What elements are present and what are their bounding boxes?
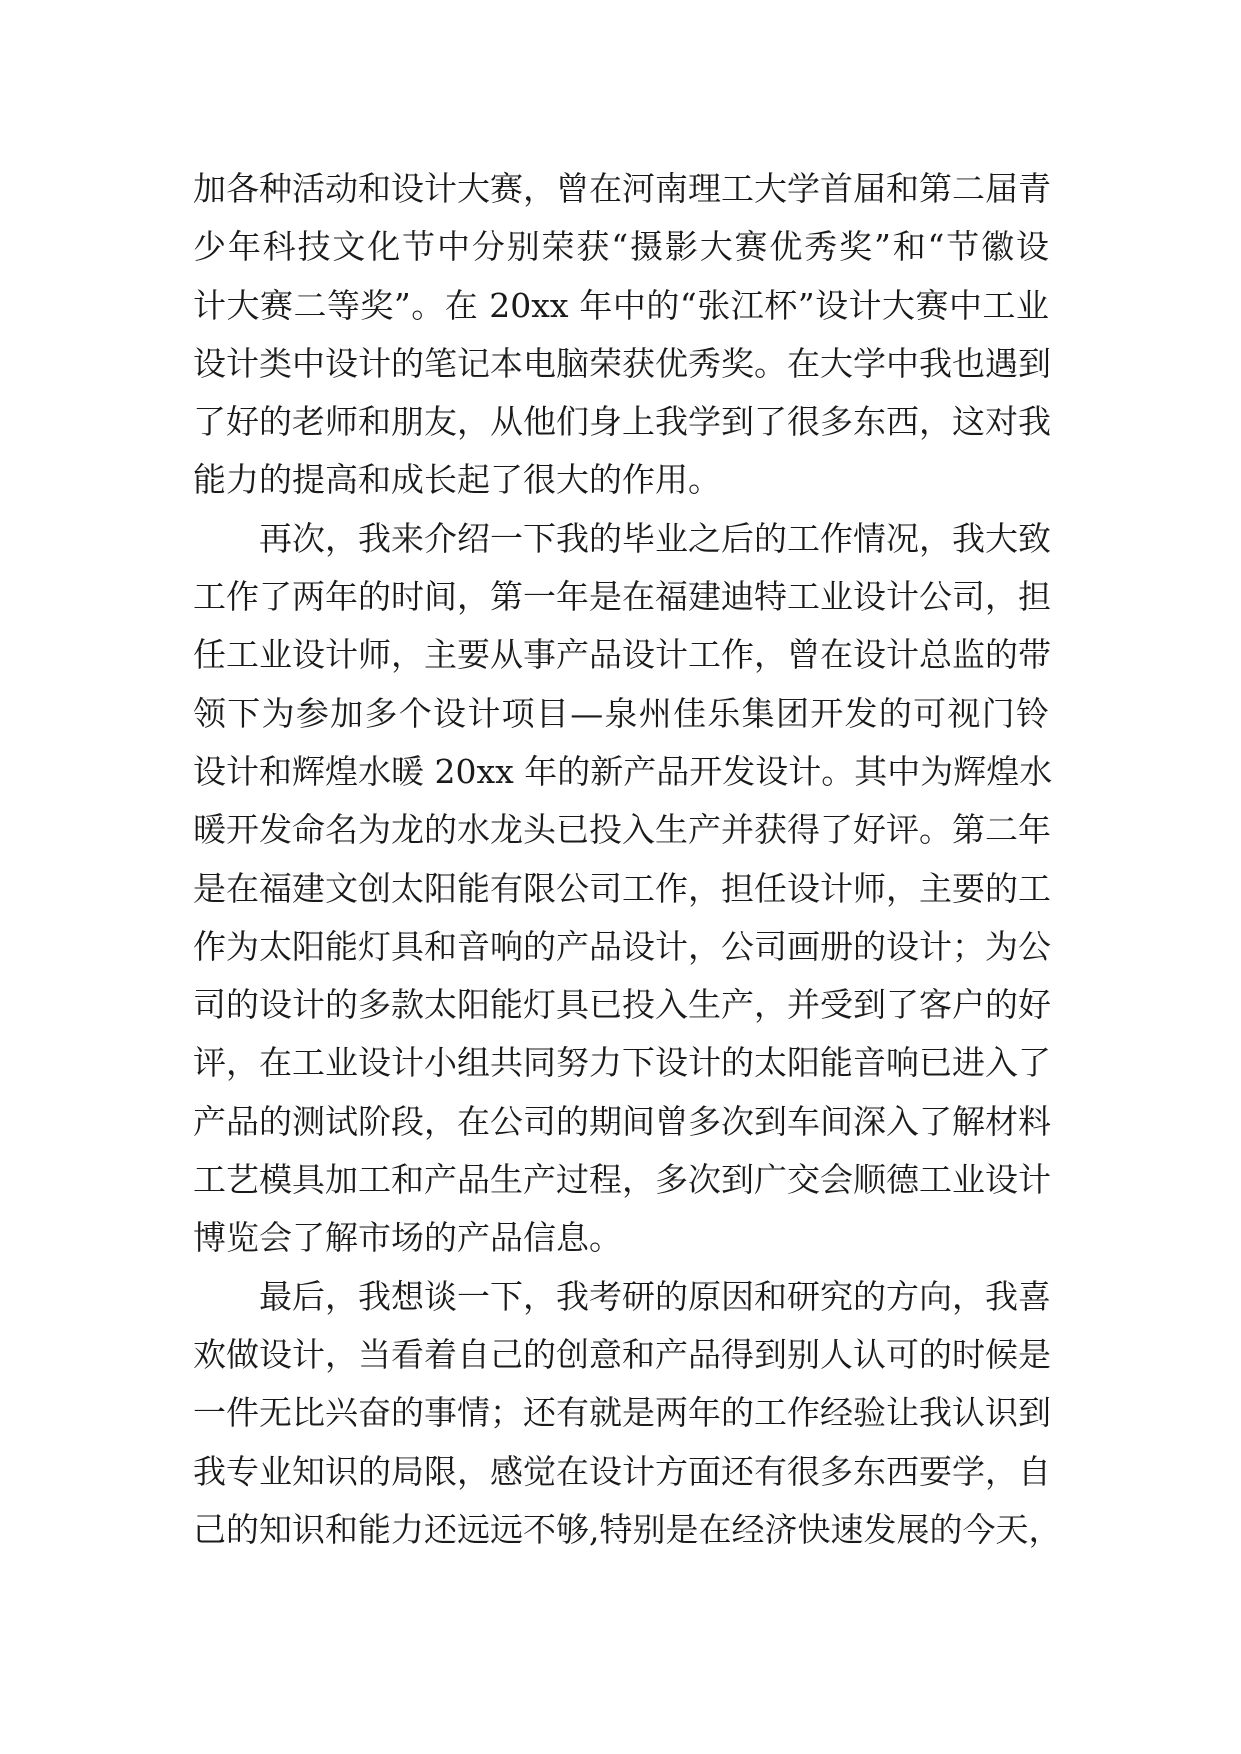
text-line: 作为太阳能灯具和音响的产品设计，公司画册的设计；为公 (193, 926, 1051, 966)
body-text (193, 160, 1062, 1559)
text-line: 暖开发命名为龙的水龙头已投入生产并获得了好评。第二年 (193, 810, 1051, 850)
text-line: 司的设计的多款太阳能灯具已投入生产，并受到了客户的好 (193, 985, 1051, 1025)
text-line: 己的知识和能力还远远不够,特别是在经济快速发展的今天， (193, 1509, 1062, 1549)
text-line: 设计类中设计的笔记本电脑荣获优秀奖。在大学中我也遇到 (193, 343, 1051, 383)
paragraph-1 (193, 160, 1049, 510)
text-line: 领下为参加多个设计项目—泉州佳乐集团开发的可视门铃 (193, 693, 1049, 733)
text-line: 工艺模具加工和产品生产过程，多次到广交会顺德工业设计 (193, 1160, 1051, 1200)
text-line: 计大赛二等奖”。在 20xx 年中的“张江杯”设计大赛中工业 (193, 285, 1049, 325)
text-line: 设计和辉煌水暖 20xx 年的新产品开发设计。其中为辉煌水 (193, 751, 1053, 791)
text-line: 工作了两年的时间，第一年是在福建迪特工业设计公司，担 (193, 577, 1051, 617)
text-line: 我专业知识的局限，感觉在设计方面还有很多东西要学，自 (193, 1451, 1051, 1491)
text-line: 博览会了解市场的产品信息。 (193, 1218, 622, 1258)
text-line: 一件无比兴奋的事情；还有就是两年的工作经验让我认识到 (193, 1393, 1051, 1433)
text-line: 是在福建文创太阳能有限公司工作，担任设计师，主要的工 (193, 868, 1051, 908)
text-line: 再次，我来介绍一下我的毕业之后的工作情况，我大致 (259, 518, 1051, 558)
text-line: 产品的测试阶段，在公司的期间曾多次到车间深入了解材料 (193, 1101, 1051, 1141)
text-line: 加各种活动和设计大赛，曾在河南理工大学首届和第二届青 (193, 169, 1051, 208)
text-line: 评，在工业设计小组共同努力下设计的太阳能音响已进入了 (193, 1043, 1051, 1083)
text-line: 少年科技文化节中分别荣获“摄影大赛优秀奖”和“节徽设 (193, 227, 1049, 267)
text-line: 了好的老师和朋友，从他们身上我学到了很多东西，这对我 (193, 402, 1051, 442)
paragraph-2 (193, 510, 1053, 1268)
paragraph-3 (193, 1268, 1062, 1559)
text-line: 能力的提高和成长起了很大的作用。 (193, 460, 721, 500)
text-line: 欢做设计，当看着自己的创意和产品得到别人认可的时候是 (193, 1334, 1051, 1374)
text-line: 最后，我想谈一下，我考研的原因和研究的方向，我喜 (259, 1276, 1051, 1316)
text-line: 任工业设计师，主要从事产品设计工作，曾在设计总监的带 (193, 635, 1051, 675)
